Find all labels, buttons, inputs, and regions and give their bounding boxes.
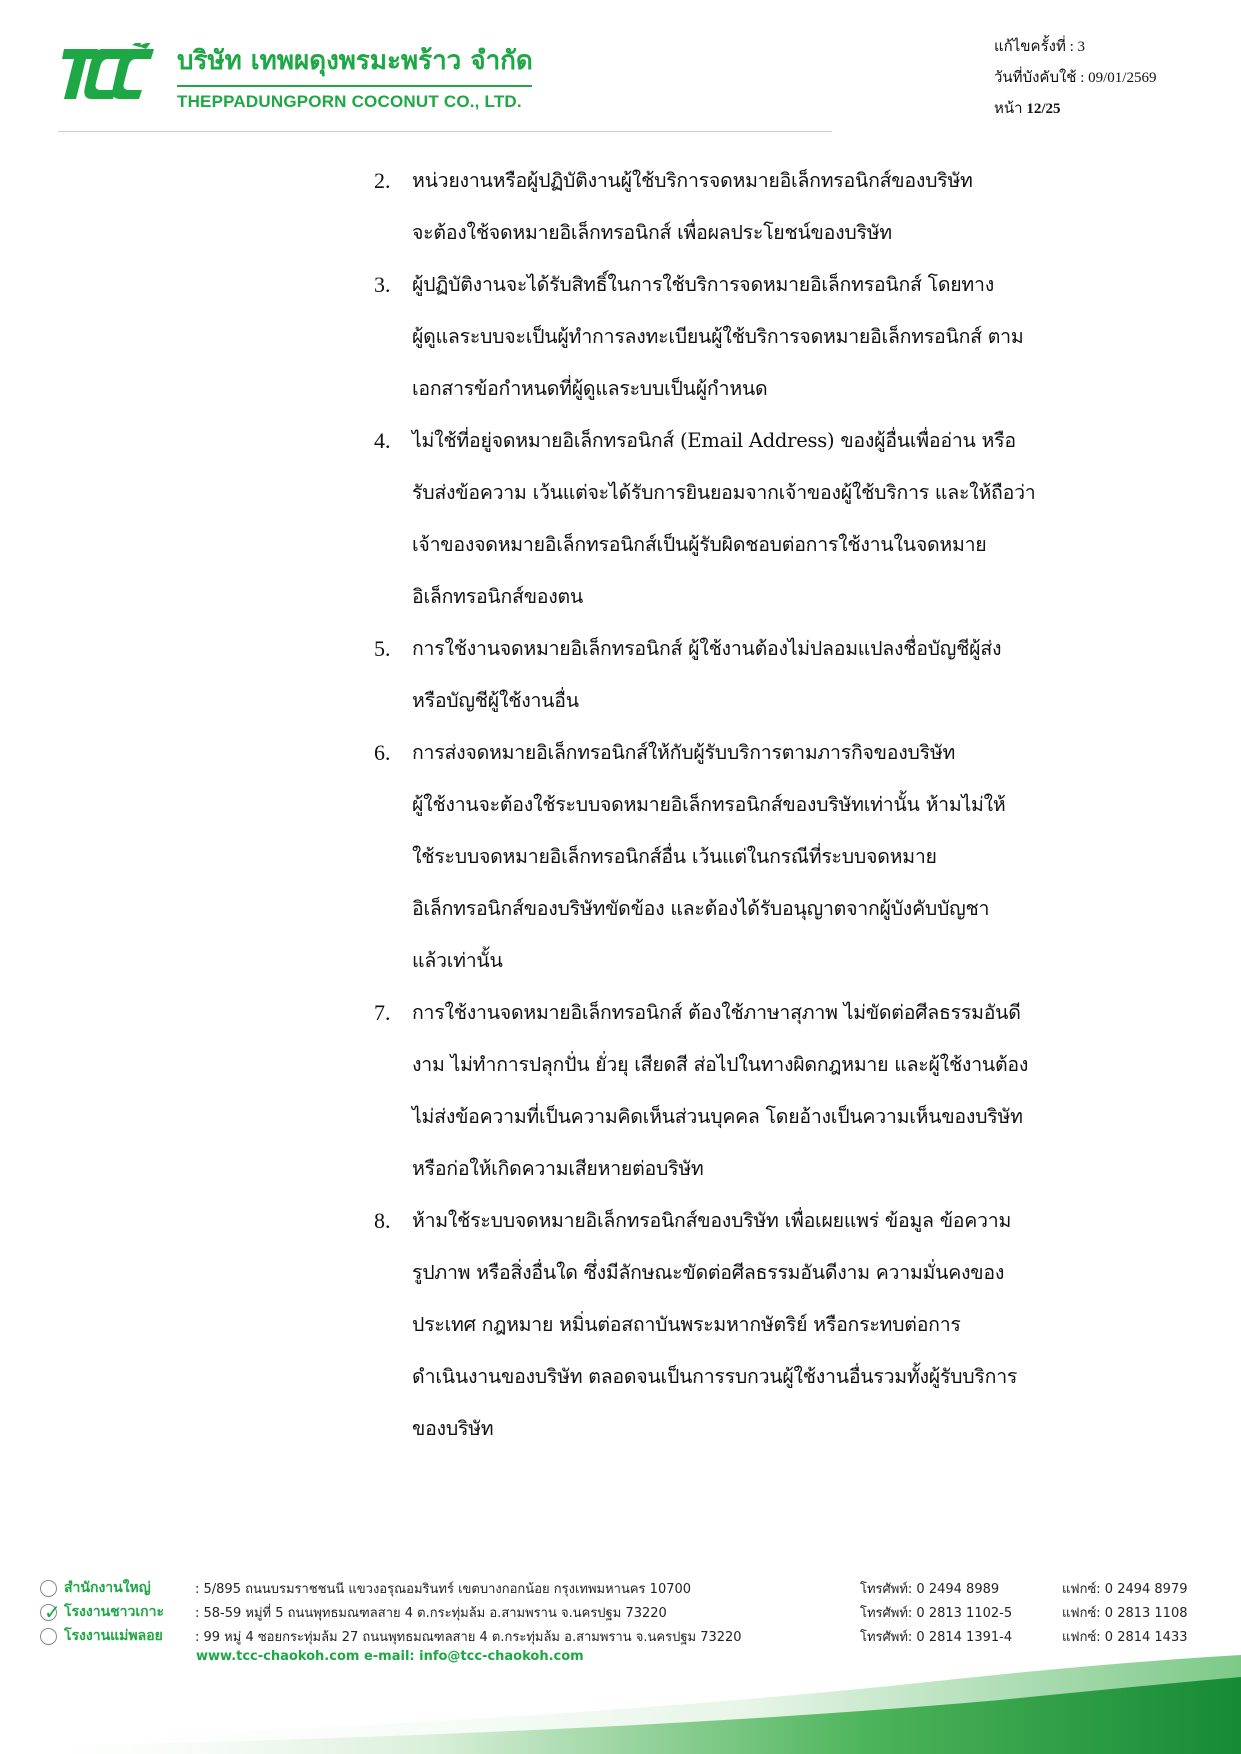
policy-item-line: การใช้งานจดหมายอิเล็กทรอนิกส์ ผู้ใช้งานต้องไม่ปลอมแปลงชื่อบัญชีผู้ส่ง	[412, 637, 1002, 660]
footer-office-row	[40, 1625, 1220, 1649]
office-fax: แฟกซ์: 0 2813 1108	[1062, 1606, 1188, 1621]
policy-item-line: งาม ไม่ทำการปลุกปั่น ยั่วยุ เสียดสี ส่อไปในทางผิดกฎหมาย และผู้ใช้งานต้อง	[412, 1053, 1029, 1076]
policy-item-line: ผู้ดูแลระบบจะเป็นผู้ทำการลงทะเบียนผู้ใช้บริการจดหมายอิเล็กทรอนิกส์ ตาม	[412, 325, 1024, 348]
company-name-divider	[177, 85, 532, 87]
footer-office-row	[40, 1601, 1220, 1625]
policy-item	[374, 415, 1114, 623]
policy-item-line: ผู้ใช้งานจะต้องใช้ระบบจดหมายอิเล็กทรอนิกส์ของบริษัทเท่านั้น ห้ามไม่ให้	[412, 793, 1006, 816]
policy-item-line: ไม่ส่งข้อความที่เป็นความคิดเห็นส่วนบุคคล โดยอ้างเป็นความเห็นของบริษัท	[412, 1105, 1023, 1128]
effective-date: วันที่บังคับใช้ : 09/01/2569	[994, 70, 1157, 86]
office-address: : 5/895 ถนนบรมราชชนนี แขวงอรุณอมรินทร์ เขตบางกอกน้อย กรุงเทพมหานคร 10700	[195, 1582, 692, 1597]
company-name-block	[177, 40, 533, 112]
policy-item-number: 6.	[374, 740, 391, 765]
company-name-thai: บริษัท เทพผดุงพรมะพร้าว จำกัด	[177, 46, 533, 76]
policy-item-line: อิเล็กทรอนิกส์ของบริษัทขัดข้อง และต้องได้รับอนุญาตจากผู้บังคับบัญชา	[412, 897, 990, 920]
policy-item-number: 7.	[374, 1000, 391, 1025]
policy-item-line: ของบริษัท	[412, 1417, 494, 1440]
policy-item-line: รับส่งข้อความ เว้นแต่จะได้รับการยินยอมจากเจ้าของผู้ใช้บริการ และให้ถือว่า	[412, 481, 1036, 504]
office-address: : 99 หมู่ 4 ซอยกระทุ่มล้ม 27 ถนนพุทธมณฑลสาย 4 ต.กระทุ่มล้ม อ.สามพราน จ.นครปฐม 73220	[195, 1630, 742, 1645]
policy-item	[374, 155, 1114, 259]
policy-item-line: จะต้องใช้จดหมายอิเล็กทรอนิกส์ เพื่อผลประโยชน์ของบริษัท	[412, 221, 892, 244]
policy-item	[374, 259, 1114, 415]
footer-wave-decoration	[0, 1655, 1241, 1754]
footer-website-email[interactable]: www.tcc-chaokoh.com e-mail: info@tcc-chaokoh.com	[196, 1649, 584, 1664]
policy-item-line: หรือก่อให้เกิดความเสียหายต่อบริษัท	[412, 1157, 704, 1180]
office-address: : 58-59 หมู่ที่ 5 ถนนพุทธมณฑลสาย 4 ต.กระทุ่มล้ม อ.สามพราน จ.นครปฐม 73220	[195, 1606, 667, 1621]
policy-item-line: ประเทศ กฎหมาย หมิ่นต่อสถาบันพระมหากษัตริย์ หรือกระทบต่อการ	[412, 1313, 961, 1336]
revision-number: แก้ไขครั้งที่ : 3	[994, 39, 1086, 55]
document-meta	[994, 32, 1156, 125]
policy-item-line: ไม่ใช้ที่อยู่จดหมายอิเล็กทรอนิกส์ (Email Address) ของผู้อื่นเพื่ออ่าน หรือ	[412, 429, 1016, 452]
policy-item-line: ห้ามใช้ระบบจดหมายอิเล็กทรอนิกส์ของบริษัท เพื่อเผยแพร่ ข้อมูล ข้อความ	[412, 1209, 1012, 1232]
office-label: สำนักงานใหญ่	[64, 1580, 151, 1596]
checkmark-icon: ✓	[44, 1600, 61, 1624]
policy-list	[374, 155, 1114, 1455]
office-label: โรงงานแม่พลอย	[64, 1628, 163, 1644]
radio-circle-icon	[40, 1580, 57, 1597]
tcc-logo	[58, 43, 156, 103]
page-value: 12/25	[1026, 101, 1061, 117]
policy-item-line: ผู้ปฏิบัติงานจะได้รับสิทธิ์ในการใช้บริการจดหมายอิเล็กทรอนิกส์ โดยทาง	[412, 273, 995, 296]
office-phone: โทรศัพท์: 0 2814 1391-4	[860, 1630, 1013, 1645]
policy-item-line: เอกสารข้อกำหนดที่ผู้ดูแลระบบเป็นผู้กำหนด	[412, 377, 768, 400]
office-phone: โทรศัพท์: 0 2494 8989	[860, 1582, 1000, 1597]
policy-item-number: 2.	[374, 168, 391, 193]
policy-item	[374, 987, 1114, 1195]
policy-item-line: ใช้ระบบจดหมายอิเล็กทรอนิกส์อื่น เว้นแต่ในกรณีที่ระบบจดหมาย	[412, 845, 937, 868]
policy-item-number: 3.	[374, 272, 391, 297]
policy-item-line: ดำเนินงานของบริษัท ตลอดจนเป็นการรบกวนผู้ใช้งานอื่นรวมทั้งผู้รับบริการ	[412, 1365, 1018, 1388]
policy-item-number: 5.	[374, 636, 391, 661]
policy-item	[374, 727, 1114, 987]
policy-item-line: การส่งจดหมายอิเล็กทรอนิกส์ให้กับผู้รับบริการตามภารกิจของบริษัท	[412, 741, 956, 764]
office-fax: แฟกซ์: 0 2814 1433	[1062, 1630, 1188, 1645]
footer-office-row	[40, 1577, 1220, 1601]
radio-circle-icon	[40, 1600, 61, 1624]
page-number	[994, 94, 1156, 125]
header-divider	[58, 131, 832, 132]
policy-item	[374, 623, 1114, 727]
page-label: หน้า	[994, 101, 1023, 117]
policy-item-line: หรือบัญชีผู้ใช้งานอื่น	[412, 689, 579, 712]
office-fax: แฟกซ์: 0 2494 8979	[1062, 1582, 1188, 1597]
policy-item	[374, 1195, 1114, 1455]
company-name-english: THEPPADUNGPORN COCONUT CO., LTD.	[177, 92, 522, 111]
office-phone: โทรศัพท์: 0 2813 1102-5	[860, 1606, 1013, 1621]
office-label: โรงงานชาวเกาะ	[64, 1604, 165, 1620]
policy-item-line: เจ้าของจดหมายอิเล็กทรอนิกส์เป็นผู้รับผิดชอบต่อการใช้งานในจดหมาย	[412, 533, 987, 556]
policy-item-line: อิเล็กทรอนิกส์ของตน	[412, 585, 584, 608]
policy-item-line: หน่วยงานหรือผู้ปฏิบัติงานผู้ใช้บริการจดหมายอิเล็กทรอนิกส์ของบริษัท	[412, 169, 973, 192]
policy-item-line: รูปภาพ หรือสิ่งอื่นใด ซึ่งมีลักษณะขัดต่อศีลธรรมอันดีงาม ความมั่นคงของ	[412, 1261, 1005, 1284]
policy-item-line: แล้วเท่านั้น	[412, 949, 503, 972]
radio-circle-icon	[40, 1628, 57, 1645]
policy-item-line: การใช้งานจดหมายอิเล็กทรอนิกส์ ต้องใช้ภาษาสุภาพ ไม่ขัดต่อศีลธรรมอันดี	[412, 1001, 1021, 1024]
policy-item-number: 4.	[374, 428, 391, 453]
policy-item-number: 8.	[374, 1208, 391, 1233]
